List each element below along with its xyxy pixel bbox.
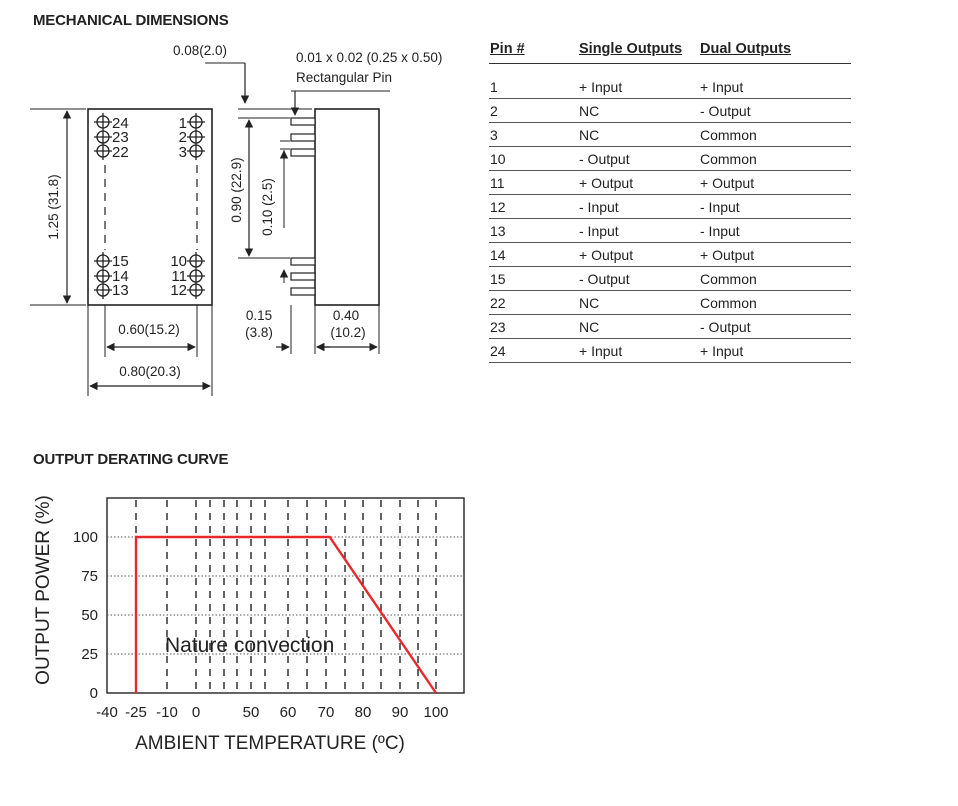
dim-top-offset: 0.08(2.0) bbox=[173, 43, 228, 58]
chart-x-tick-label: 50 bbox=[242, 704, 260, 721]
dim-pin-row-width: 0.60(15.2) bbox=[118, 322, 180, 337]
chart-annotation: Nature convection bbox=[165, 634, 335, 657]
pin-number-cell: 24 bbox=[490, 343, 506, 359]
header-pin-number: Pin # bbox=[490, 41, 525, 57]
dual-output-cell: - Input bbox=[700, 199, 740, 215]
dim-depth-value: 0.40 bbox=[332, 308, 360, 323]
chart-x-tick-label: 100 bbox=[423, 704, 449, 721]
derating-curve-title: OUTPUT DERATING CURVE bbox=[33, 451, 229, 468]
pin-label-23: 23 bbox=[112, 129, 129, 146]
dual-output-cell: - Input bbox=[700, 223, 740, 239]
pin-label-13: 13 bbox=[112, 282, 129, 299]
dual-output-cell: - Output bbox=[700, 319, 751, 335]
chart-x-tick-label: -40 bbox=[96, 704, 118, 721]
pin-number-cell: 11 bbox=[490, 175, 505, 191]
dual-output-cell: + Output bbox=[700, 247, 755, 263]
pin-number-cell: 22 bbox=[490, 295, 506, 311]
dual-output-cell: + Output bbox=[700, 175, 755, 191]
dim-pin-pitch: 0.10 (2.5) bbox=[260, 178, 275, 236]
chart-y-tick-label: 50 bbox=[81, 607, 98, 624]
chart-y-tick-label: 25 bbox=[81, 646, 98, 663]
pin-label-22: 22 bbox=[112, 144, 129, 161]
dim-pin-length-value: 0.15 bbox=[245, 308, 273, 323]
single-output-cell: + Output bbox=[579, 247, 634, 263]
chart-y-tick-label: 0 bbox=[89, 685, 98, 702]
single-output-cell: - Output bbox=[579, 151, 630, 167]
pin-label-3: 3 bbox=[178, 144, 187, 161]
single-output-cell: NC bbox=[579, 295, 600, 311]
pin-label-15: 15 bbox=[112, 253, 129, 270]
dim-pin-type: Rectangular Pin bbox=[296, 70, 393, 85]
pin-number-cell: 13 bbox=[490, 223, 506, 239]
pin-number-cell: 10 bbox=[490, 151, 506, 167]
dim-pin-span: 0.90 (22.9) bbox=[229, 157, 244, 223]
chart-x-tick-label: -10 bbox=[156, 704, 178, 721]
pin-number-cell: 12 bbox=[490, 199, 506, 215]
dual-output-cell: Common bbox=[700, 271, 757, 287]
pin-label-14: 14 bbox=[112, 268, 129, 285]
pin-number-cell: 23 bbox=[490, 319, 506, 335]
header-dual-outputs: Dual Outputs bbox=[700, 41, 792, 57]
chart-plot-area bbox=[107, 498, 464, 693]
pin-label-2: 2 bbox=[178, 129, 187, 146]
dual-output-cell: - Output bbox=[700, 103, 751, 119]
single-output-cell: - Output bbox=[579, 271, 630, 287]
single-output-cell: - Input bbox=[579, 223, 619, 239]
dim-pin-size: 0.01 x 0.02 (0.25 x 0.50) bbox=[296, 50, 443, 65]
chart-x-tick-label: 70 bbox=[317, 704, 335, 721]
pin-label-24: 24 bbox=[112, 115, 129, 132]
single-output-cell: NC bbox=[579, 319, 600, 335]
single-output-cell: + Input bbox=[579, 79, 623, 95]
single-output-cell: + Input bbox=[579, 343, 623, 359]
pin-label-11: 11 bbox=[171, 268, 187, 285]
pin-label-1: 1 bbox=[178, 115, 187, 132]
mechanical-dimensions-title: MECHANICAL DIMENSIONS bbox=[33, 12, 229, 29]
dim-body-width: 0.80(20.3) bbox=[119, 364, 181, 379]
chart-x-tick-label: 90 bbox=[391, 704, 409, 721]
single-output-cell: - Input bbox=[579, 199, 619, 215]
dim-height: 1.25 (31.8) bbox=[46, 174, 61, 240]
pin-label-10: 10 bbox=[170, 253, 187, 270]
dim-pin-length-mm: (3.8) bbox=[245, 325, 273, 340]
pin-number-cell: 15 bbox=[490, 271, 506, 287]
dual-output-cell: Common bbox=[700, 295, 757, 311]
dual-output-cell: Common bbox=[700, 127, 757, 143]
chart-x-tick-label: 0 bbox=[191, 704, 201, 721]
dual-output-cell: + Input bbox=[700, 343, 744, 359]
pin-label-12: 12 bbox=[170, 282, 187, 299]
dual-output-cell: Common bbox=[700, 151, 757, 167]
pin-number-cell: 3 bbox=[490, 127, 498, 143]
header-single-outputs: Single Outputs bbox=[579, 41, 683, 57]
pin-number-cell: 1 bbox=[490, 79, 498, 95]
dim-depth-mm: (10.2) bbox=[330, 325, 366, 340]
chart-y-axis-title: OUTPUT POWER (%) bbox=[33, 495, 54, 685]
chart-x-tick-label: 60 bbox=[279, 704, 297, 721]
chart-x-tick-label: 80 bbox=[354, 704, 372, 721]
chart-x-axis-title: AMBIENT TEMPERATURE (ºC) bbox=[135, 733, 405, 754]
dual-output-cell: + Input bbox=[700, 79, 744, 95]
single-output-cell: + Output bbox=[579, 175, 634, 191]
pin-number-cell: 14 bbox=[490, 247, 506, 263]
chart-y-tick-label: 100 bbox=[72, 529, 98, 546]
chart-x-tick-label: -25 bbox=[125, 704, 147, 721]
single-output-cell: NC bbox=[579, 127, 600, 143]
pin-number-cell: 2 bbox=[490, 103, 498, 119]
chart-y-tick-label: 75 bbox=[81, 568, 98, 585]
single-output-cell: NC bbox=[579, 103, 600, 119]
